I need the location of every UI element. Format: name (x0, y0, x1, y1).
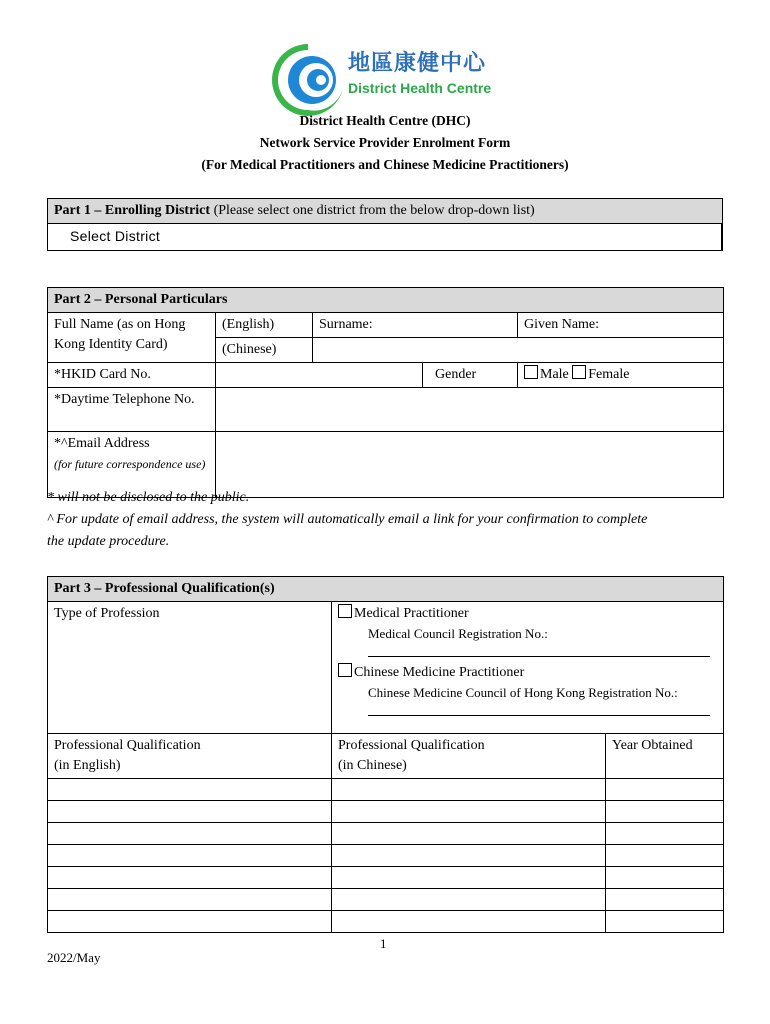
year-cell[interactable] (606, 867, 724, 889)
qual-chinese-cell[interactable] (332, 823, 606, 845)
profession-label: Type of Profession (48, 602, 332, 734)
female-label: Female (588, 367, 630, 382)
year-cell[interactable] (606, 911, 724, 933)
col-qual-english (48, 734, 332, 779)
chinese-medicine-practitioner-checkbox[interactable] (338, 663, 352, 677)
male-checkbox[interactable] (524, 365, 538, 379)
district-select-value: Select District (70, 228, 161, 244)
qual-english-cell[interactable] (48, 845, 332, 867)
qualification-row (48, 823, 724, 845)
given-name-label: Given Name: (524, 317, 600, 332)
email-label-cell (48, 432, 216, 498)
col-qual-chinese-line1: Professional Qualification (338, 738, 485, 753)
qualification-row (48, 867, 724, 889)
given-name-field[interactable] (518, 313, 724, 338)
logo-chinese-name: 地區康健中心 (348, 51, 487, 76)
chinese-medicine-practitioner-label: Chinese Medicine Practitioner (354, 665, 525, 680)
chinese-label: (Chinese) (216, 338, 313, 363)
col-qual-chinese (332, 734, 606, 779)
form-title-line3: (For Medical Practitioners and Chinese Medicine Practitioners) (201, 157, 569, 172)
hkid-field[interactable] (216, 363, 423, 388)
district-select[interactable] (48, 224, 723, 251)
chinese-name-field[interactable] (313, 338, 724, 363)
gender-options (518, 363, 724, 388)
profession-options (332, 602, 724, 734)
medical-practitioner-checkbox[interactable] (338, 604, 352, 618)
qual-english-cell[interactable] (48, 889, 332, 911)
qual-english-cell[interactable] (48, 801, 332, 823)
qualification-row (48, 779, 724, 801)
surname-label: Surname: (319, 317, 373, 332)
part2-table (47, 287, 724, 498)
chinese-med-reg-label: Chinese Medicine Council of Hong Kong Registration No.: (368, 685, 678, 700)
part1-table (47, 198, 723, 251)
note-not-disclosed: * will not be disclosed to the public. (47, 490, 250, 505)
medical-practitioner-label: Medical Practitioner (354, 606, 469, 621)
note-email-update-line2: the update procedure. (47, 534, 170, 549)
part1-header (48, 199, 723, 224)
phone-field[interactable] (216, 388, 724, 432)
col-qual-chinese-line2: (in Chinese) (338, 758, 407, 773)
medical-reg-label: Medical Council Registration No.: (368, 626, 548, 641)
year-cell[interactable] (606, 779, 724, 801)
logo-english-name: District Health Centre (348, 80, 492, 96)
year-cell[interactable] (606, 889, 724, 911)
qual-english-cell[interactable] (48, 779, 332, 801)
qualification-row (48, 911, 724, 933)
year-cell[interactable] (606, 823, 724, 845)
email-note: (for future correspondence use) (54, 457, 206, 471)
chinese-med-reg-input[interactable] (368, 703, 710, 716)
part3-table (47, 576, 724, 933)
male-label: Male (540, 367, 569, 382)
qual-chinese-cell[interactable] (332, 801, 606, 823)
qual-english-cell[interactable] (48, 823, 332, 845)
form-title-line2: Network Service Provider Enrolment Form (259, 135, 511, 150)
form-title-line1: District Health Centre (DHC) (299, 113, 471, 128)
page-number: 1 (380, 936, 387, 951)
full-name-label: Full Name (as on Hong Kong Identity Card) (48, 313, 216, 363)
email-label: *^Email Address (54, 436, 150, 451)
qualification-row (48, 889, 724, 911)
gender-label: Gender (423, 363, 518, 388)
email-field[interactable] (216, 432, 724, 498)
phone-label: *Daytime Telephone No. (48, 388, 216, 432)
qual-chinese-cell[interactable] (332, 779, 606, 801)
qualification-row (48, 801, 724, 823)
part1-instruction: (Please select one district from the below drop-down list) (213, 203, 535, 218)
year-cell[interactable] (606, 801, 724, 823)
surname-field[interactable] (313, 313, 518, 338)
qual-english-cell[interactable] (48, 867, 332, 889)
part3-title: Part 3 – Professional Qualification(s) (54, 581, 275, 596)
col-qual-english-line1: Professional Qualification (54, 738, 201, 753)
qual-chinese-cell[interactable] (332, 911, 606, 933)
medical-reg-input[interactable] (368, 644, 710, 657)
qual-chinese-cell[interactable] (332, 889, 606, 911)
hkid-label: *HKID Card No. (48, 363, 216, 388)
qual-chinese-cell[interactable] (332, 867, 606, 889)
female-checkbox[interactable] (572, 365, 586, 379)
note-email-update-line1: ^ For update of email address, the system will automatically email a link for your confirmation to complete (47, 512, 648, 527)
dhc-logo (268, 40, 508, 118)
part1-title: Part 1 – Enrolling District (54, 203, 211, 218)
col-qual-english-line2: (in English) (54, 758, 121, 773)
qualification-row (48, 845, 724, 867)
part2-title: Part 2 – Personal Particulars (54, 292, 228, 307)
year-cell[interactable] (606, 845, 724, 867)
qual-english-cell[interactable] (48, 911, 332, 933)
dhc-logo-icon (268, 40, 348, 118)
english-label: (English) (216, 313, 313, 338)
qual-chinese-cell[interactable] (332, 845, 606, 867)
col-year-obtained: Year Obtained (606, 734, 724, 779)
footer-date: 2022/May (47, 950, 101, 965)
